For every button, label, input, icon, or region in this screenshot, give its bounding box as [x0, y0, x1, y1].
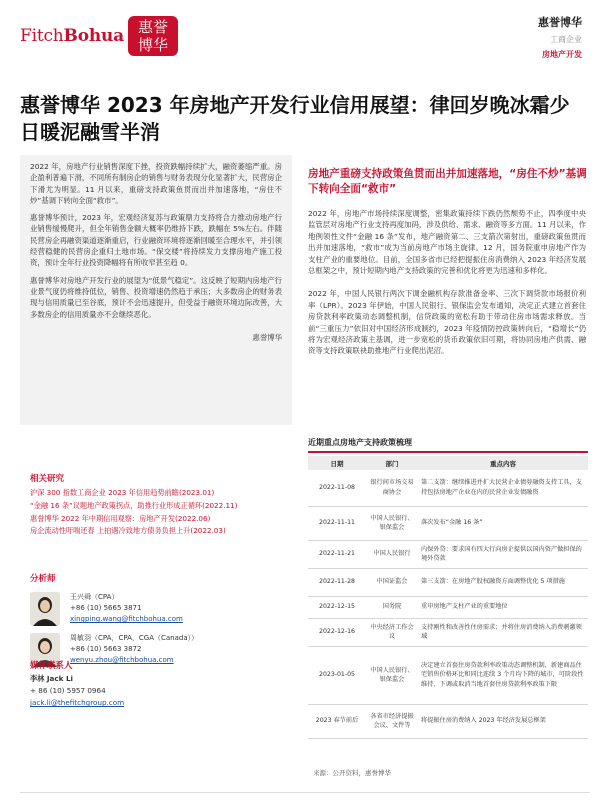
table-row — [308, 704, 588, 738]
body-text — [308, 208, 586, 369]
table-header-cell: 重点内容 — [418, 456, 588, 470]
table-cell-dept: 中央经济工作会议 — [366, 618, 418, 646]
table-cell-dept: 银行间市场交易商协会 — [366, 470, 418, 506]
research-heading: 相关研究 — [30, 474, 65, 484]
header-meta — [538, 14, 582, 60]
table-cell-dept: 各省市经济提振会议、文件等 — [366, 704, 418, 738]
media-email[interactable]: jack.li@thefitchgroup.com — [30, 698, 125, 707]
analyst-email[interactable]: wenyu.zhou@fitchbohua.com — [70, 656, 174, 664]
footer-divider — [20, 792, 590, 793]
logo-seal-top: 惠誉 — [137, 18, 168, 36]
logo-wordmark — [20, 26, 124, 46]
analysts-heading: 分析师 — [30, 574, 56, 584]
table-cell-date: 2022-11-11 — [308, 506, 366, 540]
table-cell-date: 2022-11-21 — [308, 540, 366, 568]
table-cell-date: 2023-01-05 — [308, 646, 366, 704]
section-heading: 房地产重磅支持政策鱼贯而出并加速落地，“房住不炒”基调下转向全面“救市” — [308, 168, 587, 195]
table-cell-date: 2022-12-15 — [308, 596, 366, 618]
fitch-bohua-logo — [20, 16, 178, 56]
table-cell-date: 2022-12-16 — [308, 618, 366, 646]
body-paragraph: 2022 年，房地产市场持续深度调整，密集政策持续下跌仍然颓势不止，四季度中央监管层对房地产行业支持再度加码，涉及供给、需求、融资等多方面。11 月以来，作地例领性文件“金融 16 条”发布，地产融资第二、三支箭次第射出，重磅政策鱼贯而出并加速落地，“救市”成为当前房地产市场主旋律。12 月，国务院重申房地产作为支柱产业的重要地位。目前，全国多省市已经把提振住房消费纳入 2023 年经济发展总框架之中，预计短期内地产支持政策的完善和优化将更为迅速和多样化。 — [308, 209, 586, 276]
report-title: 惠誉博华 2023 年房地产开发行业信用展望：律回岁晚冰霜少 日暖泥融雪半消 — [20, 93, 570, 144]
table-cell-dept: 国务院 — [366, 596, 418, 618]
analyst-phone: +86 (10) 5665 3871 — [70, 604, 142, 612]
table-row — [308, 596, 588, 618]
table-cell-content: 决定建立首套住房贷款利率政策动态调整机制，新建商品住宅销售价格环比和同比连续 3 个月均下降的城市，可阶段性维持、下调或取消当地首套住房贷款利率政策下限 — [418, 646, 588, 704]
table-cell-date: 2022-11-08 — [308, 470, 366, 506]
header-brand: 惠誉博华 — [538, 16, 582, 29]
table-row — [308, 618, 588, 646]
media-phone: + 86 (10) 5957 0964 — [30, 686, 106, 695]
research-link[interactable]: 惠誉博华 2022 年中期信用观察：房地产开发(2022.06) — [30, 513, 211, 523]
analyst-card — [30, 592, 295, 632]
media-contact — [30, 673, 124, 709]
media-name: 李林 Jack Li — [30, 674, 73, 683]
table-cell-content: 重申房地产支柱产业的重要地位 — [418, 596, 588, 618]
analyst-phone: +86 (10) 5663 3872 — [70, 645, 142, 653]
table-cell-content: 内保外贷：要求国有四大行向房企提供以国内资产做担保的境外贷款 — [418, 540, 588, 568]
table-row — [308, 506, 588, 540]
research-list — [30, 487, 295, 538]
page-header — [0, 0, 600, 80]
table-cell-content: 第二支箭：继续推进并扩大民营企业债券融资支持工具，支持包括房地产企业在内的民营企业发债融资 — [418, 470, 588, 506]
media-heading: 媒体联系人 — [30, 661, 73, 671]
header-subsector: 房地产开发 — [542, 50, 582, 59]
summary-paragraph: 惠誉博华预计，2023 年，宏观经济复苏与政策鼎力支持将合力推动房地产行业销售缓慢爬升，但全年销售金额大概率仍维持下跌，跌幅在 5%左右。伴随民营房企再融资渠道逐渐重启，行业融资环境将逐渐回暖至合理水平，并引领经营稳健的民营房企重归土地市场。“保交楼”将持续发力支撑房地产施工投资，预计全年行业投资降幅将有所收窄甚至趋 0。 — [30, 213, 282, 268]
research-link[interactable]: 房企流动性吁喘还春 上拍遇冷致地方债务负担上升(2022.03) — [30, 526, 226, 536]
table-row — [308, 646, 588, 704]
avatar — [30, 592, 60, 626]
table-cell-dept: 中国人民银行、银保监会 — [366, 506, 418, 540]
table-cell-date: 2022-11-28 — [308, 568, 366, 596]
analyst-name: 周敏羽（CPA，CPA，CGA（Canada）） — [70, 634, 199, 642]
table-title: 近期重点房地产支持政策梳理 — [308, 437, 588, 453]
analyst-name: 王兴舜（CPA） — [70, 593, 119, 601]
avatar-photo-icon — [30, 592, 60, 626]
analyst-email[interactable]: xingping.wang@fitchbohua.com — [70, 615, 183, 623]
table-cell-content: 将提振住房消费纳入 2023 年经济发展总框架 — [418, 704, 588, 738]
research-link[interactable]: 沪深 300 指数工商企业 2023 年信用趋势前瞻(2023.01) — [30, 488, 215, 497]
header-sector: 工商企业 — [550, 35, 582, 44]
logo-fitch-text: Fitch — [20, 26, 64, 46]
logo-bohua-text: Bohua — [63, 26, 124, 46]
policy-table — [308, 456, 588, 739]
logo-seal-bottom: 博华 — [137, 36, 168, 54]
table-cell-date: 2023 春节前后 — [308, 704, 366, 738]
table-header-row — [308, 456, 588, 470]
table-source: 来源：公开资料，惠誉博华 — [313, 769, 391, 777]
summary-box — [20, 155, 292, 425]
logo-seal-icon — [128, 16, 178, 56]
table-row — [308, 470, 588, 506]
summary-signature: 惠誉博华 — [252, 332, 282, 342]
table-cell-dept: 中国人民银行、银保监会 — [366, 646, 418, 704]
table-row — [308, 568, 588, 596]
table-cell-dept: 中国证监会 — [366, 568, 418, 596]
table-row — [308, 540, 588, 568]
research-link[interactable]: “金融 16 条”议题地产政策拐点，助推行业形成正循环(2022.11) — [30, 500, 238, 510]
table-cell-dept: 中国人民银行 — [366, 540, 418, 568]
table-cell-content: 落次发布“金融 16 条” — [418, 506, 588, 540]
table-header-cell: 日期 — [308, 456, 366, 470]
summary-paragraph: 惠誉博华对房地产开发行业的展望为“低景气稳定”。这反映了短期内房地产行业景气度仍将维持低位，销售、投资增速仍然趋于承压；大多数房企的财务表现与信用质量已至谷底，预计不会迅速提升，但受益于融资环境边际改善，大多数房企的信用质量亦不会继续恶化。 — [30, 275, 282, 319]
table-header-cell: 部门 — [366, 456, 418, 470]
table-cell-content: 支持刚性和改善性住房需求；并将住房消费纳入消费刺激领域 — [418, 618, 588, 646]
body-paragraph: 2022 年，中国人民银行两次下调金融机构存款准备金率、三次下调贷款市场报价利率（LPR）。2023 年伊始，中国人民银行、银保监会发布通知，决定正式建立首套住房贷款利率政策动态调整机制，信贷政策的宽松有助于带动住房市场需求释放。当前“三重压力”依旧对中国经济形成制约，2023 年疫情防控政策转向后，“稳增长”仍将为宏观经济政策主基调，进一步宽松的货币政策依旧可期，将协同房地产供需、融资等支持政策联袂助推地产行业爬出泥沼。 — [308, 289, 586, 356]
table-cell-content: 第三支箭：在房地产股权融资方面调整优化 5 项措施 — [418, 568, 588, 596]
summary-paragraph: 2022 年，房地产行业销售深度下挫，投资跌幅持续扩大，融资萎缩严重。房企盈利普遍下滑，不同所有制房企的销售与财务表现分化显著扩大，民营房企下滑尤为明显。11 月以来，重磅支持政策鱼贯而出并加速落地，“房住不炒”基调下转向全面“救市”。 — [30, 162, 282, 205]
